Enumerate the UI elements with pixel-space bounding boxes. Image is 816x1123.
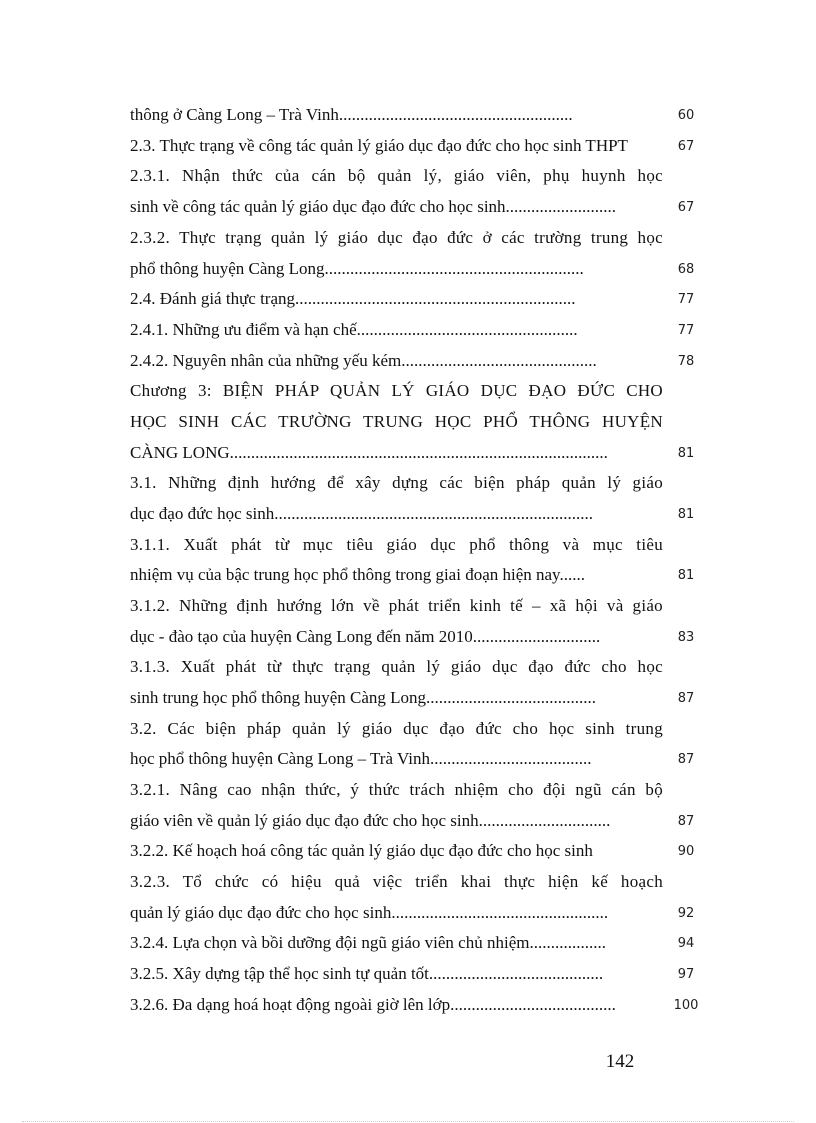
toc-entry-text: 3.1.3. Xuất phát từ thực trạng quản lý giáo dục đạo đức cho học <box>130 657 663 676</box>
toc-entry-text: 3.2.4. Lựa chọn và bồi dưỡng đội ngũ giáo viên chủ nhiệm.................. <box>130 933 606 952</box>
toc-entry-text: học phổ thông huyện Càng Long – Trà Vinh...................................... <box>130 749 592 768</box>
page-bottom-divider <box>22 1121 794 1122</box>
toc-page-number: 87 <box>677 752 695 767</box>
toc-page-number: 67 <box>677 200 695 215</box>
toc-entry-text: dục đạo đức học sinh........................................................................... <box>130 504 593 523</box>
toc-entry-text: sinh trung học phổ thông huyện Càng Long........................................ <box>130 688 597 707</box>
toc-chapter-heading: Chương 3: BIỆN PHÁP QUẢN LÝ GIÁO DỤC ĐẠO ĐỨC CHO <box>130 381 663 400</box>
toc-entry-text: giáo viên về quản lý giáo dục đạo đức cho học sinh............................... <box>130 811 611 830</box>
toc-entry-text: 3.1.1. Xuất phát từ mục tiêu giáo dục phổ thông và mục tiêu <box>130 535 663 554</box>
toc-entry-text: 3.2.5. Xây dựng tập thể học sinh tự quản tốt......................................... <box>130 964 604 983</box>
toc-page-number: 81 <box>677 507 695 522</box>
toc-page-number: 87 <box>677 814 695 829</box>
toc-entry-text: 3.1.2. Những định hướng lớn về phát triển kinh tế – xã hội và giáo <box>130 596 663 615</box>
toc-entry-text: nhiệm vụ của bậc trung học phổ thông trong giai đoạn hiện nay...... <box>130 565 585 584</box>
toc-entry-text: dục - đào tạo của huyện Càng Long đến năm 2010.............................. <box>130 627 601 646</box>
toc-entry-text: 3.2. Các biện pháp quản lý giáo dục đạo đức cho học sinh trung <box>130 719 663 738</box>
toc-page-number: 60 <box>677 108 695 123</box>
toc-entry-text: CÀNG LONG......................................................................................... <box>130 443 608 462</box>
toc-page-number: 68 <box>677 262 695 277</box>
toc-page-number: 92 <box>677 906 695 921</box>
toc-entry-text: 3.2.2. Kế hoạch hoá công tác quản lý giáo dục đạo đức cho học sinh <box>130 841 593 860</box>
toc-entry-text: 2.4. Đánh giá thực trạng.................................................................. <box>130 289 576 308</box>
toc-entry-text: 2.3. Thực trạng về công tác quản lý giáo dục đạo đức cho học sinh THPT <box>130 136 628 155</box>
toc-entry-text: thông ở Càng Long – Trà Vinh....................................................... <box>130 105 573 124</box>
toc-page-number: 67 <box>677 139 695 154</box>
toc-entry-text: 3.2.3. Tổ chức có hiệu quả việc triển khai thực hiện kế hoạch <box>130 872 663 891</box>
toc-page-number: 90 <box>677 844 695 859</box>
toc-entry-text: 3.2.6. Đa dạng hoá hoạt động ngoài giờ lên lớp....................................... <box>130 995 616 1014</box>
toc-page-number: 97 <box>677 967 695 982</box>
toc-page-number: 78 <box>677 354 695 369</box>
toc-page-number: 83 <box>677 630 695 645</box>
toc-entry-text: 3.1. Những định hướng để xây dựng các biện pháp quản lý giáo <box>130 473 663 492</box>
toc-page-number: 81 <box>677 568 695 583</box>
toc-page-number: 87 <box>677 691 695 706</box>
toc-page-number: 100 <box>673 998 699 1013</box>
toc-page-number: 77 <box>677 323 695 338</box>
toc-entry-text: 2.3.1. Nhận thức của cán bộ quản lý, giáo viên, phụ huynh học <box>130 166 663 185</box>
toc-entry-text: sinh về công tác quản lý giáo dục đạo đức cho học sinh.......................... <box>130 197 617 216</box>
toc-entry-text: 2.4.1. Những ưu điểm và hạn chế.................................................... <box>130 320 578 339</box>
toc-entry-text: 2.3.2. Thực trạng quản lý giáo dục đạo đức ở các trường trung học <box>130 228 663 247</box>
toc-page-number: 77 <box>677 292 695 307</box>
page-number: 142 <box>605 1051 635 1072</box>
toc-chapter-heading: HỌC SINH CÁC TRƯỜNG TRUNG HỌC PHỔ THÔNG HUYỆN <box>130 412 663 431</box>
toc-entry-text: 2.4.2. Nguyên nhân của những yếu kém.............................................. <box>130 351 597 370</box>
toc-entry-text: 3.2.1. Nâng cao nhận thức, ý thức trách nhiệm cho đội ngũ cán bộ <box>130 780 663 799</box>
toc-page-number: 94 <box>677 936 695 951</box>
toc-page-number: 81 <box>677 446 695 461</box>
toc-entry-text: quản lý giáo dục đạo đức cho học sinh................................................... <box>130 903 609 922</box>
toc-entry-text: phổ thông huyện Càng Long............................................................. <box>130 259 584 278</box>
